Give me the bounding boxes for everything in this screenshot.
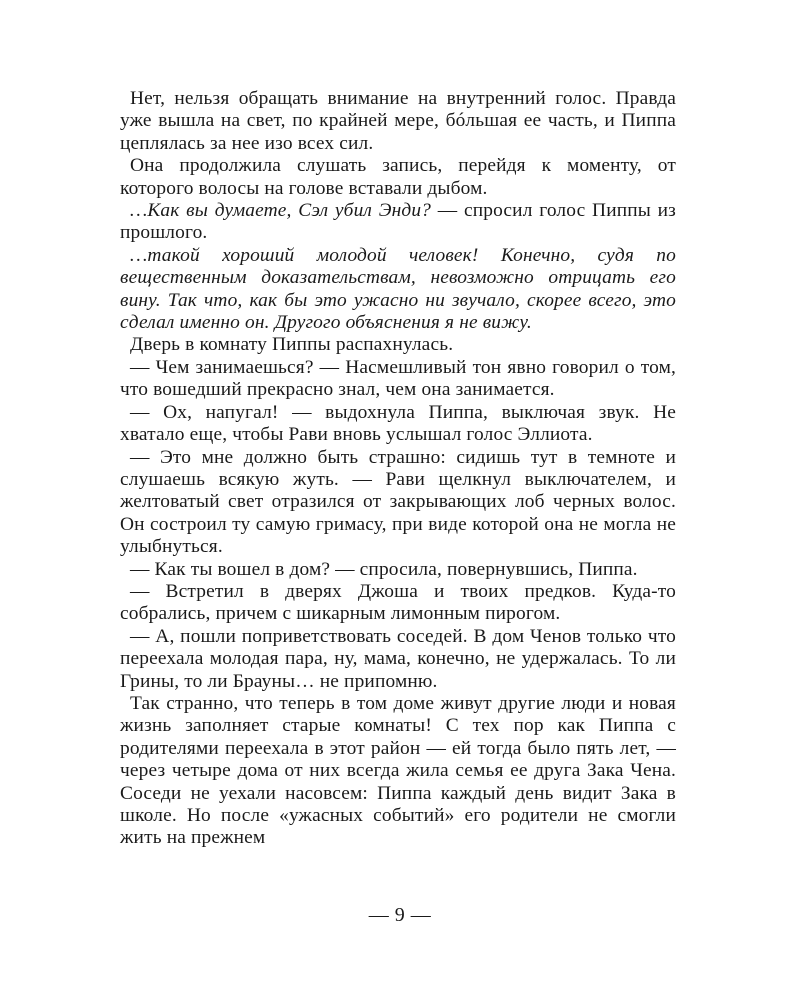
paragraph-2: Она продолжила слушать запись, перейдя к моменту, от которого волосы на голове вставали дыбом.	[120, 155, 676, 199]
paragraph-8: — Это мне должно быть страшно: сидишь тут в темноте и слушаешь всякую жуть. — Рави щелкнул выключателем, и желтоватый свет отразился от закрывающих лоб черных волос. Он состроил ту самую гримасу, при виде которой она не могла не улыбнуться.	[120, 446, 676, 558]
paragraph-9: — Как ты вошел в дом? — спросила, повернувшись, Пиппа.	[130, 558, 638, 580]
paragraph-11: — А, пошли поприветствовать соседей. В дом Ченов только что переехала молодая пара, ну, мама, конечно, не удержалась. То ли Грины, то ли Брауны… не припомню.	[120, 625, 676, 692]
paragraph-3-italic: …Как вы думаете, Сэл убил Энди?	[130, 200, 432, 222]
paragraph-10: — Встретил в дверях Джоша и твоих предков. Куда-то собрались, причем с шикарным лимонным пирогом.	[120, 580, 676, 625]
paragraph-12: Так странно, что теперь в том доме живут другие люди и новая жизнь заполняет старые комнаты! С тех пор как Пиппа с родителями переехала в этот район — ей тогда было пять лет, — через четыре дома от них всегда жила семья ее друга Зака Чена. Соседи не уехали насовсем: Пиппа каждый день видит Зака в школе. Но после «ужасных событий» его родители не смогли жить на прежнем	[120, 692, 676, 849]
paragraph-4: …такой хороший молодой человек! Конечно, судя по вещественным доказательствам, невозможно отрицать его вину. Так что, как бы это ужасно ни звучало, скорее всего, это сделал именно он. Другого объяснения я не вижу.	[120, 244, 676, 334]
paragraph-1: Нет, нельзя обращать внимание на внутренний голос. Правда уже вышла на свет, по крайней мере, бóльшая ее часть, и Пиппа цеплялась за нее изо всех сил.	[120, 88, 676, 154]
page-number: — 9 —	[368, 904, 432, 926]
paragraph-5: Дверь в комнату Пиппы распахнулась.	[130, 334, 454, 356]
paragraph-6: — Чем занимаешься? — Насмешливый тон явно говорил о том, что вошедший прекрасно знал, чем она занимается.	[120, 356, 676, 401]
body-text	[120, 88, 676, 850]
paragraph-3	[120, 200, 676, 245]
paragraph-3-normal: — спросил голос Пиппы из прошлого.	[120, 200, 676, 244]
paragraph-7: — Ох, напугал! — выдохнула Пиппа, выключая звук. Не хватало еще, чтобы Рави вновь услышал голос Эллиота.	[120, 401, 676, 446]
